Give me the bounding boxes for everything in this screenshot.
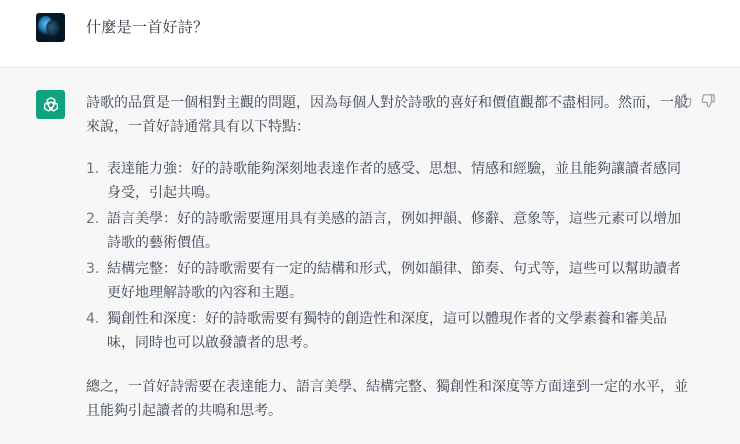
list-item-number: 2. <box>86 211 100 227</box>
list-item <box>86 157 691 205</box>
assistant-list <box>86 157 691 355</box>
user-message-row <box>0 0 740 68</box>
thumbs-down-icon[interactable] <box>701 93 716 108</box>
list-item <box>86 257 691 305</box>
list-item <box>86 307 691 355</box>
user-message-text: 什麼是一首好詩？ <box>86 18 209 36</box>
list-item-text: 結構完整：好的詩歌需要有一定的結構和形式，例如韻律、節奏、句式等，這些可以幫助讀者更好地理解詩歌的內容和主題。 <box>107 261 681 301</box>
list-item-number: 4. <box>86 311 100 327</box>
list-item-text: 獨創性和深度：好的詩歌需要有獨特的創造性和深度，這可以體現作者的文學素養和審美品味，同時也可以啟發讀者的思考。 <box>107 311 667 351</box>
list-item-number: 1. <box>86 161 100 177</box>
assistant-message-content <box>86 91 691 423</box>
openai-logo-icon <box>36 90 65 119</box>
list-item <box>86 207 691 255</box>
feedback-actions <box>677 93 716 108</box>
list-item-text: 表達能力強：好的詩歌能夠深刻地表達作者的感受、思想、情感和經驗，並且能夠讓讀者感同身受，引起共鳴。 <box>107 161 681 201</box>
thumbs-up-icon[interactable] <box>677 93 692 108</box>
assistant-summary: 總之，一首好詩需要在表達能力、語言美學、結構完整、獨創性和深度等方面達到一定的水平，並且能夠引起讀者的共鳴和思考。 <box>86 379 688 419</box>
list-item-text: 語言美學：好的詩歌需要運用具有美感的語言，例如押韻、修辭、意象等，這些元素可以增加詩歌的藝術價值。 <box>107 211 681 251</box>
assistant-message-row <box>0 69 740 444</box>
list-item-number: 3. <box>86 261 100 277</box>
assistant-intro: 詩歌的品質是一個相對主觀的問題，因為每個人對於詩歌的喜好和價值觀都不盡相同。然而，一般來說，一首好詩通常具有以下特點： <box>86 95 688 135</box>
user-avatar <box>36 13 65 42</box>
